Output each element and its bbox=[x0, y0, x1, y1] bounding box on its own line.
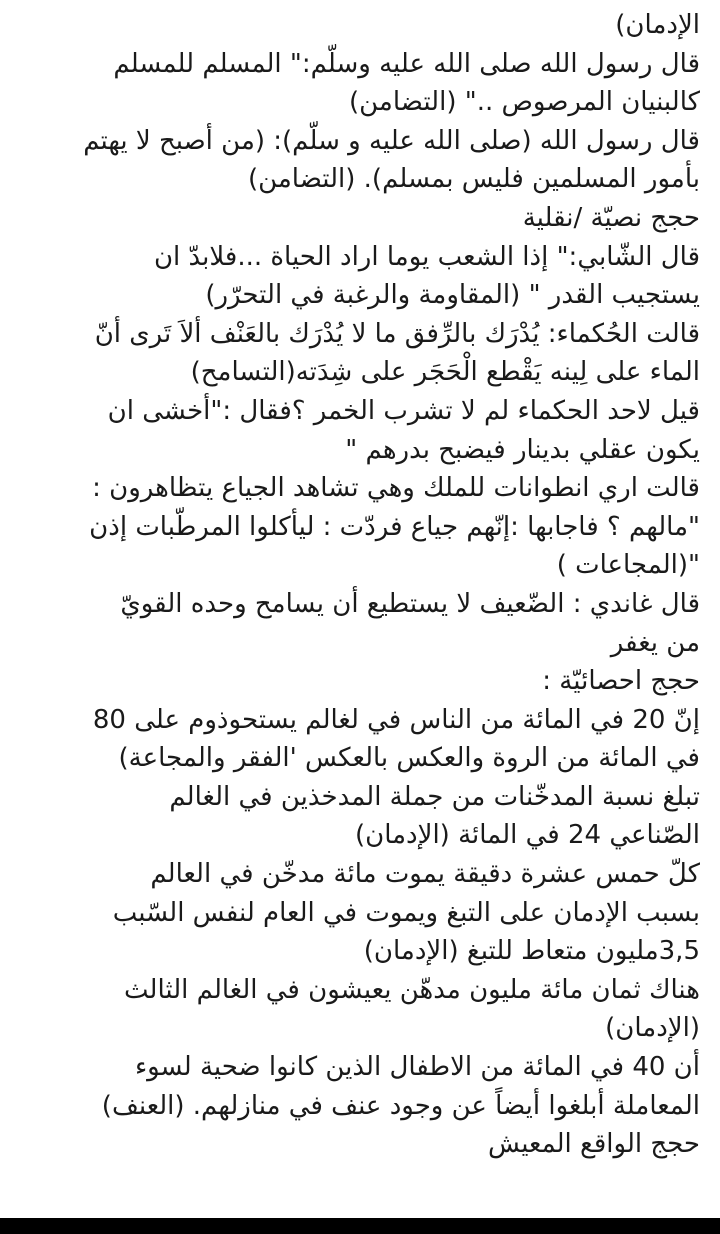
text-line: قيل لاحد الحكماء لم لا تشرب الخمر ؟فقال :"أخشى ان bbox=[107, 395, 700, 426]
text-line: الإدمان) bbox=[615, 10, 700, 40]
bottom-edge-bar bbox=[0, 1218, 720, 1234]
text-line: قال رسول الله (صلى الله عليه و سلّم): (من أصبح لا يهتم bbox=[83, 125, 700, 156]
text-line: أن 40 في المائة من الاطفال الذين كانوا ضحية لسوء bbox=[134, 1052, 700, 1083]
text-line: (الإدمان) bbox=[605, 1013, 700, 1044]
text-line: بأمور المسلمين فليس بمسلم). (التضامن) bbox=[247, 164, 700, 195]
text-line: في المائة من الروة والعكس بالعكس 'الفقر والمجاعة) bbox=[118, 743, 700, 774]
text-line: قالت الحُكماء: يُدْرَك بالرِّفق ما لا يُدْرَك بالعَنْف ألاَ تَرى أنّ bbox=[94, 318, 700, 349]
text-line: يستجيب القدر " (المقاومة والرغبة في التحرّر) bbox=[205, 280, 700, 311]
section-heading: حجج الواقع المعيش bbox=[488, 1129, 700, 1160]
section-heading: حجج نصيّة /نقلية bbox=[522, 202, 700, 233]
text-line: تبلغ نسبة المدخّنات من جملة المدخذين في الغالم bbox=[169, 781, 700, 812]
text-line: هناك ثمان مائة مليون مدهّن يعيشون في الغالم الثالث bbox=[124, 974, 700, 1005]
text-line: الصّناعي 24 في المائة (الإدمان) bbox=[354, 820, 700, 851]
text-line: يكون عقلي بدينار فيضبح بدرهم " bbox=[345, 434, 700, 465]
text-line: قال رسول الله صلى الله عليه وسلّم:" المسلم للمسلم bbox=[113, 48, 700, 79]
text-line: "(المجاعات ) bbox=[556, 550, 700, 581]
text-line: قالت اري انطوانات للملك وهي تشاهد الجياع يتظاهرون : bbox=[92, 473, 700, 504]
section-heading: حجج احصائيّة : bbox=[542, 666, 700, 697]
text-line: كلّ حمس عشرة دقيقة يموت مائة مدخّن في العالم bbox=[150, 859, 700, 890]
text-line: كالبنيان المرصوص .." (التضامن) bbox=[349, 87, 700, 118]
text-line: من يغفر bbox=[610, 627, 700, 658]
text-line: "مالهم ؟ فاجابها :إنّهم جياع فردّت : ليأكلوا المرطّبات إذن bbox=[89, 511, 700, 542]
text-line: الماء على لِينه يَقْطع الْحَجَر على شِدَته(التسامح) bbox=[190, 357, 700, 388]
text-line: 3,5مليون متعاط للتبغ (الإدمان) bbox=[363, 936, 700, 967]
text-line: قال غاندي : الضّعيف لا يستطيع أن يسامح وحده القويّ bbox=[120, 588, 700, 619]
text-line: إنّ 20 في المائة من الناس في لغالم يستحوذوم على 80 bbox=[92, 704, 700, 735]
text-line: قال الشّابي:" إذا الشعب يوما اراد الحياة ...فلابدّ ان bbox=[153, 241, 700, 272]
text-line: بسبب الإدمان على التبغ ويموت في العام لنفس السّبب bbox=[112, 897, 700, 928]
text-line: المعاملة أبلغوا أيضاً عن وجود عنف في منازلهم. (العنف) bbox=[101, 1090, 700, 1121]
